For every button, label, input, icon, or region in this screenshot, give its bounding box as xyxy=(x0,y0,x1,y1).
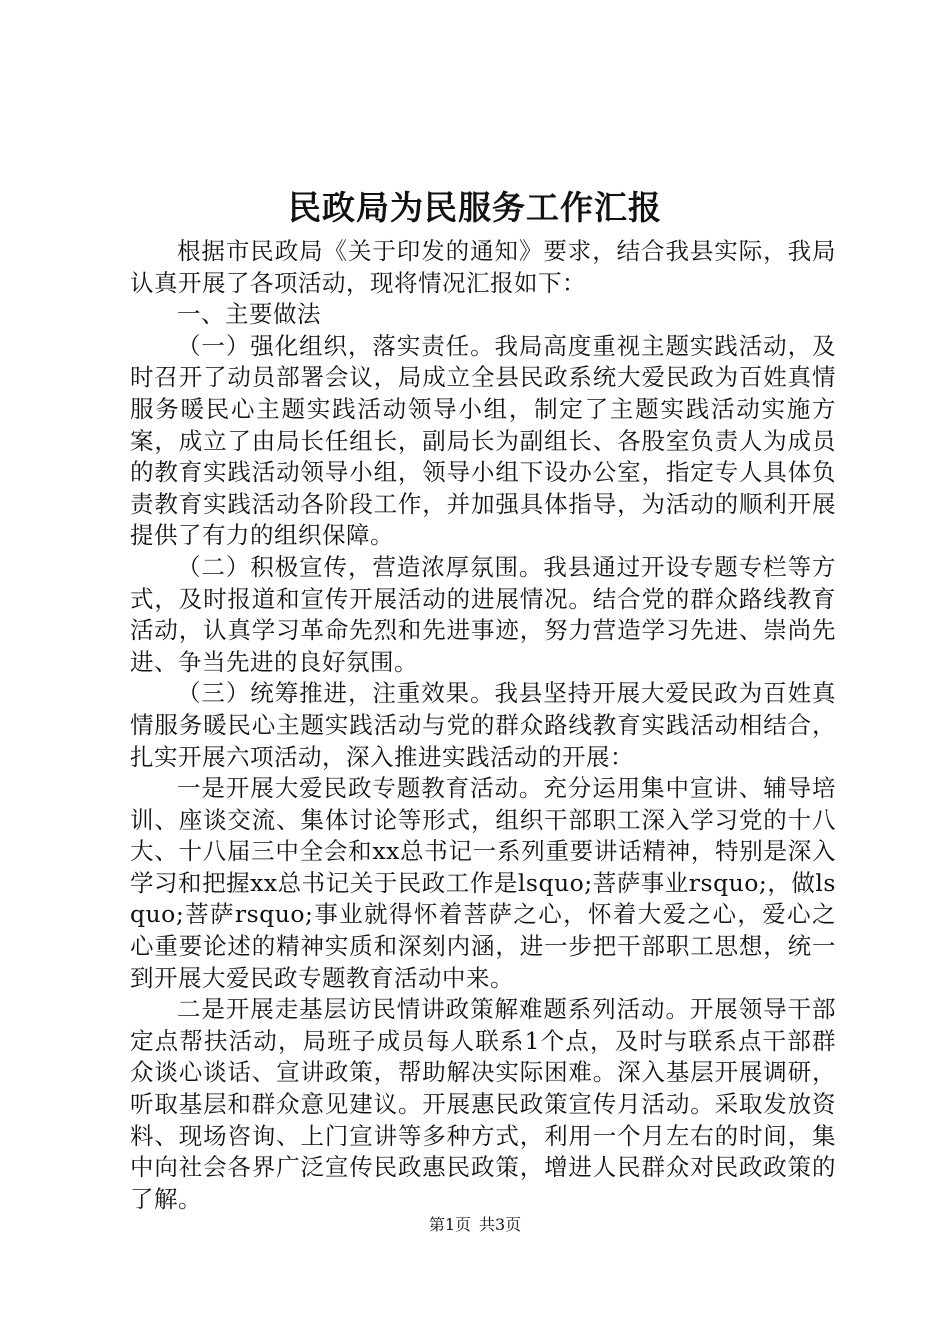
paragraph-item-2: （二）积极宣传，营造浓厚氛围。我县通过开设专题专栏等方式，及时报道和宣传开展活动的进展情况。结合党的群众路线教育活动，认真学习革命先烈和先进事迹，努力营造学习先进、崇尚先进、争当先进的良好氛围。 xyxy=(130,552,836,676)
page-count: 共3页 xyxy=(479,1215,522,1234)
paragraph-activity-1: 一是开展大爱民政专题教育活动。充分运用集中宣讲、辅导培训、座谈交流、集体讨论等形式，组织干部职工深入学习党的十八大、十八届三中全会和xx总书记一系列重要讲话精神，特别是深入学习和把握xx总书记关于民政工作是lsquo;菩萨事业rsquo;，做lsquo;菩萨rsquo;事业就得怀着菩萨之心，怀着大爱之心，爱心之心重要论述的精神实质和深刻内涵，进一步把干部职工思想，统一到开展大爱民政专题教育活动中来。 xyxy=(130,774,836,992)
paragraph-item-1: （一）强化组织，落实责任。我局高度重视主题实践活动，及时召开了动员部署会议，局成立全县民政系统大爱民政为百姓真情服务暖民心主题实践活动领导小组，制定了主题实践活动实施方案，成立了由局长任组长，副局长为副组长、各股室负责人为成员的教育实践活动领导小组，领导小组下设办公室，指定专人具体负责教育实践活动各阶段工作，并加强具体指导，为活动的顺利开展提供了有力的组织保障。 xyxy=(130,331,836,550)
page-footer xyxy=(0,1214,950,1236)
paragraph-activity-2: 二是开展走基层访民情讲政策解难题系列活动。开展领导干部定点帮扶活动，局班子成员每人联系1个点，及时与联系点干部群众谈心谈话、宣讲政策，帮助解决实际困难。深入基层开展调研，听取基层和群众意见建议。开展惠民政策宣传月活动。采取发放资料、现场咨询、上门宣讲等多种方式，利用一个月左右的时间，集中向社会各界广泛宣传民政惠民政策，增进人民群众对民政政策的了解。 xyxy=(130,995,836,1213)
paragraph-item-3: （三）统筹推进，注重效果。我县坚持开展大爱民政为百姓真情服务暖民心主题实践活动与党的群众路线教育实践活动相结合，扎实开展六项活动，深入推进实践活动的开展： xyxy=(130,679,836,771)
paragraph-intro: 根据市民政局《关于印发的通知》要求，结合我县实际，我局认真开展了各项活动，现将情况汇报如下： xyxy=(130,237,836,297)
document-body xyxy=(130,236,836,1215)
page-number: 第1页 xyxy=(428,1215,471,1234)
section-heading: 一、主要做法 xyxy=(177,300,321,329)
document-title: 民政局为民服务工作汇报 xyxy=(288,188,662,227)
